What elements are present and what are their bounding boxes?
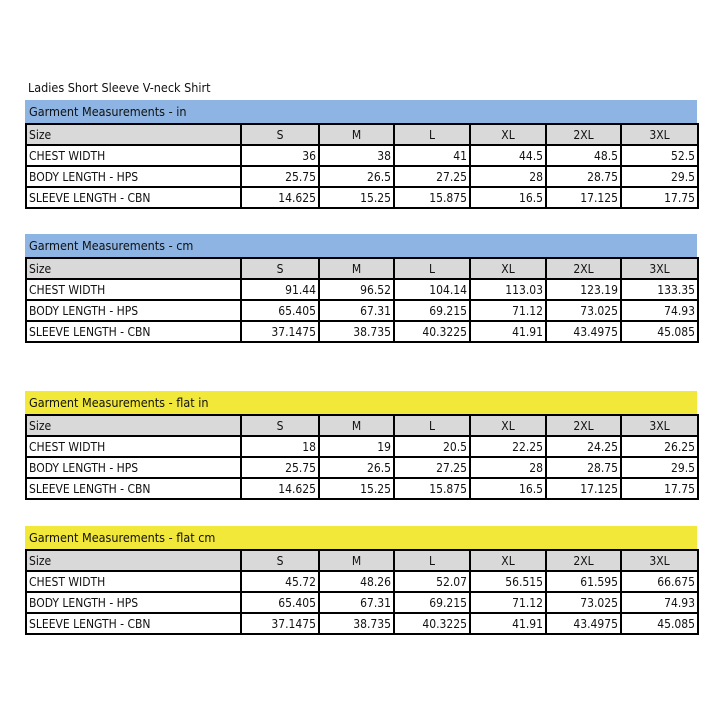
measurement-grid — [25, 257, 699, 343]
table-row — [26, 300, 698, 321]
column-header: S — [241, 415, 319, 436]
table-row — [26, 145, 698, 166]
row-label: CHEST WIDTH — [26, 145, 241, 166]
measurement-cell: 52.5 — [621, 145, 698, 166]
column-header: Size — [26, 258, 241, 279]
column-header: 3XL — [621, 415, 698, 436]
measurement-cell: 65.405 — [241, 592, 319, 613]
measurement-cell: 15.875 — [394, 187, 470, 208]
measurement-cell: 45.72 — [241, 571, 319, 592]
measurement-cell: 37.1475 — [241, 321, 319, 342]
measurement-cell: 69.215 — [394, 592, 470, 613]
measurement-cell: 91.44 — [241, 279, 319, 300]
table-caption: Garment Measurements - in — [25, 100, 697, 123]
measurement-cell: 41.91 — [470, 321, 546, 342]
table-caption: Garment Measurements - flat in — [25, 391, 697, 414]
measurement-cell: 71.12 — [470, 592, 546, 613]
measurement-cell: 17.125 — [546, 187, 621, 208]
measurement-cell: 44.5 — [470, 145, 546, 166]
column-header: 2XL — [546, 258, 621, 279]
column-header: XL — [470, 124, 546, 145]
measurement-cell: 15.25 — [319, 187, 394, 208]
measurement-cell: 48.26 — [319, 571, 394, 592]
header-row — [26, 258, 698, 279]
measurement-table-1 — [25, 100, 697, 209]
table-row — [26, 166, 698, 187]
table-row — [26, 592, 698, 613]
measurement-cell: 56.515 — [470, 571, 546, 592]
column-header: L — [394, 550, 470, 571]
column-header: 2XL — [546, 415, 621, 436]
measurement-cell: 28 — [470, 457, 546, 478]
table-row — [26, 321, 698, 342]
measurement-cell: 67.31 — [319, 300, 394, 321]
measurement-cell: 28.75 — [546, 166, 621, 187]
measurement-cell: 14.625 — [241, 187, 319, 208]
column-header: XL — [470, 258, 546, 279]
column-header: 3XL — [621, 550, 698, 571]
column-header: M — [319, 124, 394, 145]
measurement-cell: 17.125 — [546, 478, 621, 499]
row-label: SLEEVE LENGTH - CBN — [26, 321, 241, 342]
measurement-cell: 38.735 — [319, 613, 394, 634]
measurement-cell: 48.5 — [546, 145, 621, 166]
measurement-grid — [25, 549, 699, 635]
measurement-cell: 26.25 — [621, 436, 698, 457]
table-row — [26, 187, 698, 208]
measurement-cell: 73.025 — [546, 592, 621, 613]
measurement-cell: 66.675 — [621, 571, 698, 592]
column-header: L — [394, 415, 470, 436]
table-row — [26, 571, 698, 592]
measurement-cell: 16.5 — [470, 478, 546, 499]
measurement-cell: 123.19 — [546, 279, 621, 300]
measurement-grid — [25, 414, 699, 500]
measurement-cell: 15.875 — [394, 478, 470, 499]
measurement-cell: 26.5 — [319, 166, 394, 187]
measurement-cell: 28 — [470, 166, 546, 187]
header-row — [26, 550, 698, 571]
column-header: L — [394, 124, 470, 145]
measurement-cell: 17.75 — [621, 478, 698, 499]
measurement-cell: 73.025 — [546, 300, 621, 321]
measurement-cell: 52.07 — [394, 571, 470, 592]
measurement-cell: 24.25 — [546, 436, 621, 457]
measurement-cell: 69.215 — [394, 300, 470, 321]
row-label: SLEEVE LENGTH - CBN — [26, 187, 241, 208]
measurement-table-3 — [25, 391, 697, 500]
measurement-cell: 25.75 — [241, 166, 319, 187]
measurement-cell: 26.5 — [319, 457, 394, 478]
measurement-cell: 43.4975 — [546, 613, 621, 634]
measurement-cell: 19 — [319, 436, 394, 457]
measurement-cell: 104.14 — [394, 279, 470, 300]
row-label: BODY LENGTH - HPS — [26, 166, 241, 187]
measurement-cell: 67.31 — [319, 592, 394, 613]
measurement-cell: 25.75 — [241, 457, 319, 478]
column-header: Size — [26, 124, 241, 145]
measurement-cell: 45.085 — [621, 321, 698, 342]
measurement-cell: 41 — [394, 145, 470, 166]
measurement-cell: 96.52 — [319, 279, 394, 300]
column-header: S — [241, 258, 319, 279]
measurement-cell: 71.12 — [470, 300, 546, 321]
measurement-grid — [25, 123, 699, 209]
measurement-cell: 17.75 — [621, 187, 698, 208]
measurement-cell: 113.03 — [470, 279, 546, 300]
measurement-cell: 38 — [319, 145, 394, 166]
measurement-table-4 — [25, 526, 697, 635]
measurement-cell: 27.25 — [394, 166, 470, 187]
column-header: S — [241, 124, 319, 145]
measurement-cell: 40.3225 — [394, 321, 470, 342]
measurement-cell: 61.595 — [546, 571, 621, 592]
measurement-cell: 74.93 — [621, 592, 698, 613]
measurement-cell: 16.5 — [470, 187, 546, 208]
column-header: L — [394, 258, 470, 279]
table-caption: Garment Measurements - flat cm — [25, 526, 697, 549]
measurement-cell: 38.735 — [319, 321, 394, 342]
measurement-cell: 40.3225 — [394, 613, 470, 634]
table-row — [26, 436, 698, 457]
measurement-cell: 74.93 — [621, 300, 698, 321]
table-row — [26, 457, 698, 478]
column-header: 2XL — [546, 124, 621, 145]
measurement-cell: 41.91 — [470, 613, 546, 634]
column-header: S — [241, 550, 319, 571]
table-row — [26, 279, 698, 300]
column-header: Size — [26, 550, 241, 571]
row-label: CHEST WIDTH — [26, 436, 241, 457]
header-row — [26, 124, 698, 145]
measurement-cell: 15.25 — [319, 478, 394, 499]
row-label: BODY LENGTH - HPS — [26, 300, 241, 321]
row-label: BODY LENGTH - HPS — [26, 592, 241, 613]
measurement-cell: 14.625 — [241, 478, 319, 499]
row-label: SLEEVE LENGTH - CBN — [26, 478, 241, 499]
column-header: Size — [26, 415, 241, 436]
document-title: Ladies Short Sleeve V-neck Shirt — [28, 80, 211, 95]
measurement-cell: 43.4975 — [546, 321, 621, 342]
table-row — [26, 478, 698, 499]
measurement-cell: 36 — [241, 145, 319, 166]
column-header: M — [319, 415, 394, 436]
column-header: 3XL — [621, 124, 698, 145]
column-header: XL — [470, 415, 546, 436]
measurement-cell: 28.75 — [546, 457, 621, 478]
row-label: CHEST WIDTH — [26, 571, 241, 592]
measurement-cell: 18 — [241, 436, 319, 457]
measurement-cell: 27.25 — [394, 457, 470, 478]
measurement-cell: 37.1475 — [241, 613, 319, 634]
measurement-cell: 65.405 — [241, 300, 319, 321]
measurement-cell: 22.25 — [470, 436, 546, 457]
measurement-cell: 20.5 — [394, 436, 470, 457]
column-header: 2XL — [546, 550, 621, 571]
measurement-table-2 — [25, 234, 697, 343]
row-label: BODY LENGTH - HPS — [26, 457, 241, 478]
column-header: M — [319, 258, 394, 279]
column-header: 3XL — [621, 258, 698, 279]
row-label: CHEST WIDTH — [26, 279, 241, 300]
measurement-cell: 133.35 — [621, 279, 698, 300]
column-header: M — [319, 550, 394, 571]
row-label: SLEEVE LENGTH - CBN — [26, 613, 241, 634]
table-caption: Garment Measurements - cm — [25, 234, 697, 257]
column-header: XL — [470, 550, 546, 571]
measurement-cell: 45.085 — [621, 613, 698, 634]
header-row — [26, 415, 698, 436]
table-row — [26, 613, 698, 634]
measurement-cell: 29.5 — [621, 166, 698, 187]
measurement-cell: 29.5 — [621, 457, 698, 478]
